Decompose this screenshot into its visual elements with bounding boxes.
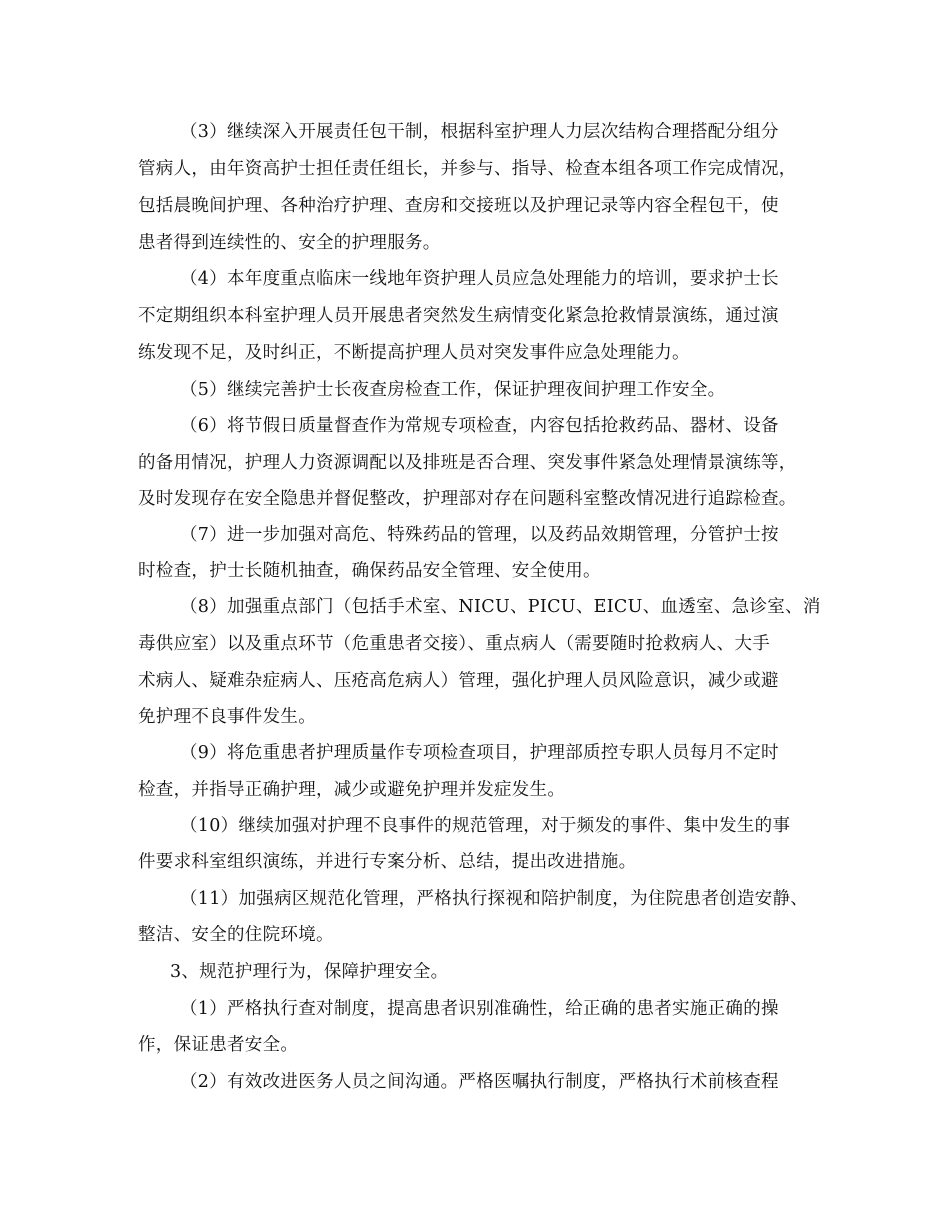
text-line: （10）继续加强对护理不良事件的规范管理，对于频发的事件、集中发生的事 — [180, 816, 791, 836]
text-line: （6）将节假日质量督查作为常规专项检查，内容包括抢救药品、器材、设备 — [180, 416, 779, 436]
text-line: 整洁、安全的住院环境。 — [138, 925, 334, 945]
text-line: 时检查，护士长随机抽查，确保药品安全管理、安全使用。 — [138, 561, 601, 581]
text-line: （5）继续完善护士长夜查房检查工作，保证护理夜间护理工作安全。 — [180, 380, 726, 400]
text-line: 件要求科室组织演练，并进行专案分析、总结，提出改进措施。 — [138, 852, 637, 872]
text-line: （8）加强重点部门（包括手术室、NICU、PICU、EICU、血透室、急诊室、消 — [180, 597, 821, 617]
text-line: 术病人、疑难杂症病人、压疮高危病人）管理，强化护理人员风险意识，减少或避 — [138, 671, 779, 691]
text-line: （11）加强病区规范化管理，严格执行探视和陪护制度，为住院患者创造安静、 — [180, 889, 809, 909]
text-line: （4）本年度重点临床一线地年资护理人员应急处理能力的培训，要求护士长 — [180, 269, 779, 289]
text-line: 管病人，由年资高护士担任责任组长，并参与、指导、检查本组各项工作完成情况， — [138, 159, 797, 179]
text-line: 包括晨晚间护理、各种治疗护理、查房和交接班以及护理记录等内容全程包干，使 — [138, 196, 779, 216]
text-line: （3）继续深入开展责任包干制，根据科室护理人力层次结构合理搭配分组分 — [180, 122, 779, 142]
text-line: 毒供应室）以及重点环节（危重患者交接）、重点病人（需要随时抢救病人、大手 — [138, 634, 771, 654]
text-line: （2）有效改进医务人员之间沟通。严格医嘱执行制度，严格执行术前核查程 — [180, 1072, 779, 1092]
text-line: 练发现不足，及时纠正，不断提高护理人员对突发事件应急处理能力。 — [138, 343, 690, 363]
text-line: 检查，并指导正确护理，减少或避免护理并发症发生。 — [138, 780, 566, 800]
text-line: 作，保证患者安全。 — [138, 1035, 299, 1055]
text-line: 3、规范护理行为，保障护理安全。 — [170, 962, 449, 982]
text-line: （9）将危重患者护理质量作专项检查项目，护理部质控专职人员每月不定时 — [180, 743, 779, 763]
text-line: 的备用情况，护理人力资源调配以及排班是否合理、突发事件紧急处理情景演练等， — [138, 453, 797, 473]
text-line: （7）进一步加强对高危、特殊药品的管理，以及药品效期管理，分管护士按 — [180, 525, 779, 545]
text-line: 及时发现存在安全隐患并督促整改，护理部对存在问题科室整改情况进行追踪检查。 — [138, 489, 797, 509]
text-line: 不定期组织本科室护理人员开展患者突然发生病情变化紧急抢救情景演练，通过演 — [138, 306, 779, 326]
text-line: （1）严格执行查对制度，提高患者识别准确性，给正确的患者实施正确的操 — [180, 999, 779, 1019]
text-line: 患者得到连续性的、安全的护理服务。 — [138, 233, 441, 253]
text-line: 免护理不良事件发生。 — [138, 707, 316, 727]
